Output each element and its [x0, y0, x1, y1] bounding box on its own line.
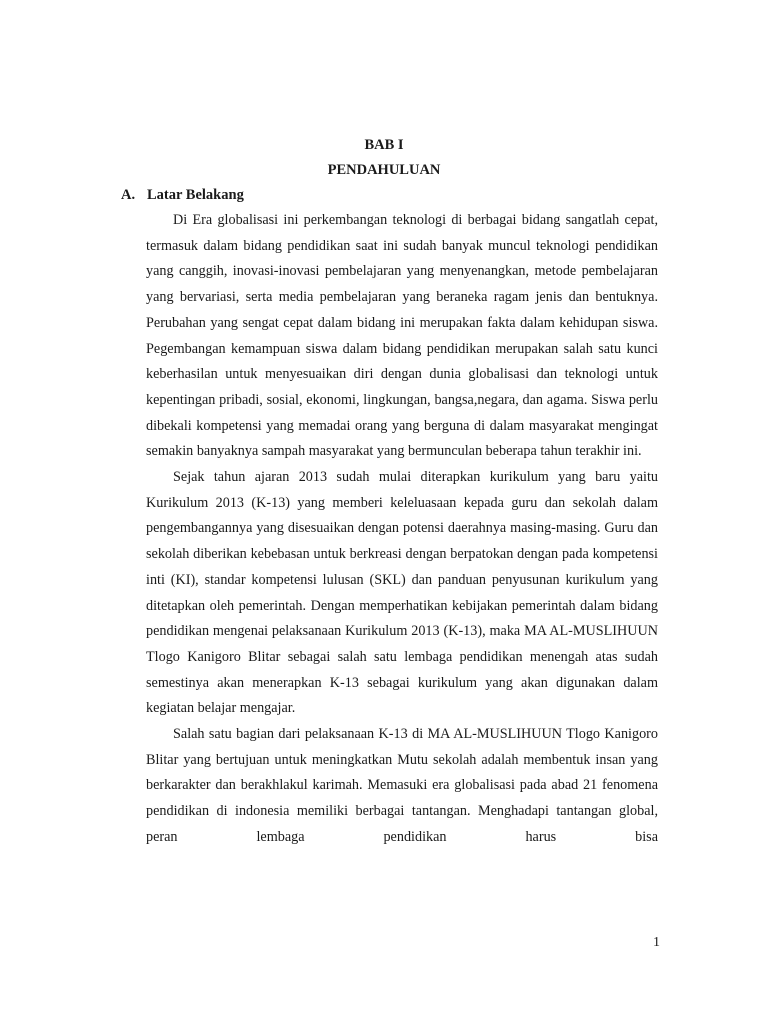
section-title: Latar Belakang [147, 187, 244, 203]
chapter-number: BAB I [364, 137, 404, 153]
paragraph-1: Di Era globalisasi ini perkembangan teknologi di berbagai bidang sangatlah cepat, termasuk dalam bidang pendidikan saat ini sudah banyak muncul teknologi pendidikan yang canggih, inovasi-inovasi pembelajaran yang menyenangkan, metode pembelajaran yang bervariasi, serta media pembelajaran yang beraneka ragam jenis dan bentuknya. Perubahan yang sengat cepat dalam bidang ini merupakan fakta dalam kehidupan siswa. Pegembangan kemampuan siswa dalam bidang pendidikan merupakan salah satu kunci keberhasilan untuk menyesuaikan diri dengan dunia globalisasi dan teknologi untuk kepentingan pribadi, sosial, ekonomi, lingkungan, bangsa,negara, dan agama. Siswa perlu dibekali kompetensi yang memadai orang yang berguna di dalam masyarakat mengingat semakin banyaknya sampah masyarakat yang bermunculan beberapa tahun terakhir ini. [146, 212, 658, 460]
paragraph-3: Salah satu bagian dari pelaksanaan K-13 di MA AL-MUSLIHUUN Tlogo Kanigoro Blitar yang bertujuan untuk meningkatkan Mutu sekolah adalah membentuk insan yang berkarakter dan berakhlakul karimah. Memasuki era globalisasi pada abad 21 fenomena pendidikan di indonesia memiliki berbagai tantangan. Menghadapi tantangan global, peran lembaga pendidikan harus bisa [146, 726, 658, 845]
body-text [146, 208, 658, 851]
page-number: 1 [653, 935, 660, 950]
section-heading [121, 186, 244, 204]
paragraph-2: Sejak tahun ajaran 2013 sudah mulai diterapkan kurikulum yang baru yaitu Kurikulum 2013 (K-13) yang memberi keleluasaan kepada guru dan sekolah dalam pengembangannya yang disesuaikan dengan potensi daerahnya masing-masing. Guru dan sekolah diberikan kebebasan untuk berkreasi dengan berpatokan dengan pada kompetensi inti (KI), standar kompetensi lulusan (SKL) dan panduan penyusunan kurikulum yang ditetapkan oleh pemerintah. Dengan memperhatikan kebijakan pemerintah dalam bidang pendidikan mengenai pelaksanaan Kurikulum 2013 (K-13), maka MA AL-MUSLIHUUN Tlogo Kanigoro Blitar sebagai salah satu lembaga pendidikan menengah atas sudah semestinya akan menerapkan K-13 sebagai kurikulum yang akan digunakan dalam kegiatan belajar mengajar. [146, 469, 658, 717]
section-letter: A. [121, 187, 136, 203]
chapter-title: PENDAHULUAN [327, 162, 441, 178]
